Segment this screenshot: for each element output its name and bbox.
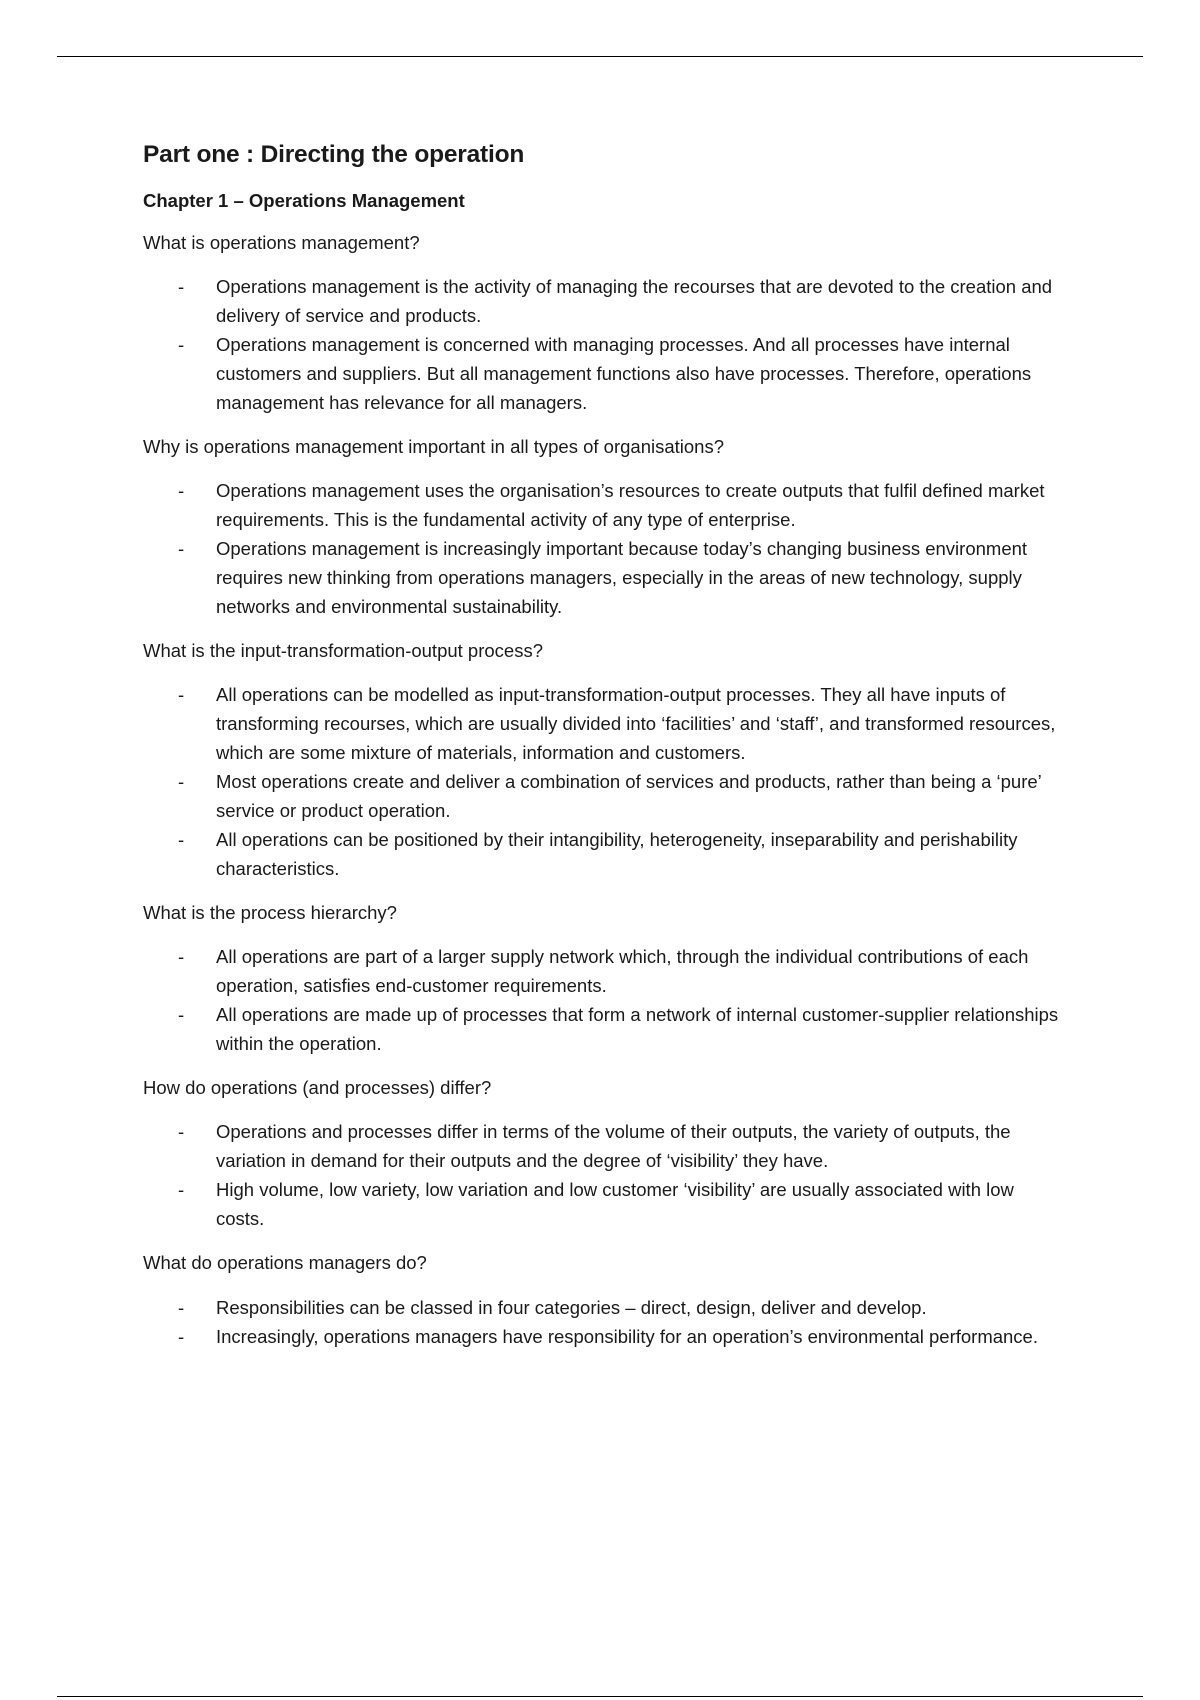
bullet-dash: - <box>178 1296 185 1318</box>
bullet-dash: - <box>178 946 185 968</box>
list-item-text: Most operations create and deliver a combination of services and products, rather than being a ‘pure’ service or product operation. <box>216 771 1042 822</box>
list-item <box>143 1293 1063 1322</box>
bullet-dash: - <box>178 1179 185 1201</box>
section-question: Why is operations management important in all types of organisations? <box>143 435 724 457</box>
bullet-list <box>143 1293 1063 1351</box>
list-item <box>143 330 1063 417</box>
bullet-dash: - <box>178 684 185 706</box>
bullet-list <box>143 1117 1063 1233</box>
bullet-dash: - <box>178 829 185 851</box>
bullet-list <box>143 476 1063 621</box>
section-question: What do operations managers do? <box>143 1252 427 1274</box>
list-item-text: Responsibilities can be classed in four categories – direct, design, deliver and develop. <box>216 1296 927 1318</box>
section-question: How do operations (and processes) differ? <box>143 1077 492 1099</box>
bullet-dash: - <box>178 275 185 297</box>
bullet-dash: - <box>178 538 185 559</box>
list-item <box>143 680 1063 767</box>
document-body <box>143 140 1063 1369</box>
list-item <box>143 1117 1063 1175</box>
list-item-text: All operations can be positioned by their intangibility, heterogeneity, inseparability and perishability characteristics. <box>216 829 1018 880</box>
bullet-list <box>143 942 1063 1058</box>
list-item <box>143 1175 1063 1233</box>
list-item-text: Operations management is concerned with managing processes. And all processes have internal customers and suppliers. But all management functions also have processes. Therefore, operations management has relevance for all managers. <box>216 333 1032 413</box>
bullet-list <box>143 680 1063 883</box>
list-item <box>143 534 1063 621</box>
section-question: What is operations management? <box>143 231 420 253</box>
header-rule <box>57 56 1143 57</box>
list-item-text: Increasingly, operations managers have responsibility for an operation’s environmental performance. <box>216 1325 1038 1347</box>
list-item-text: Operations management is the activity of managing the recourses that are devoted to the creation and delivery of service and products. <box>216 275 1053 326</box>
bullet-dash: - <box>178 1004 185 1026</box>
list-item <box>143 1000 1063 1058</box>
list-item <box>143 272 1063 330</box>
list-item-text: All operations are part of a larger supply network which, through the individual contributions of each operation, satisfies end-customer requirements. <box>216 946 1029 997</box>
section-question: What is the input-transformation-output process? <box>143 640 543 661</box>
list-item <box>143 476 1063 534</box>
list-item-text: Operations and processes differ in terms of the volume of their outputs, the variety of outputs, the variation in demand for their outputs and the degree of ‘visibility’ they have. <box>216 1121 1011 1172</box>
list-item <box>143 1322 1063 1351</box>
list-item <box>143 825 1063 883</box>
list-item-text: Operations management is increasingly important because today’s changing business environment requires new thinking from operations managers, especially in the areas of new technology, supply networks and environmental sustainability. <box>216 538 1028 617</box>
bullet-dash: - <box>178 1121 185 1143</box>
list-item <box>143 942 1063 1000</box>
part-title: Part one : Directing the operation <box>143 141 525 168</box>
bullet-dash: - <box>178 1325 185 1347</box>
bullet-dash: - <box>178 333 185 355</box>
bullet-dash: - <box>178 771 185 793</box>
bullet-list <box>143 272 1063 417</box>
list-item-text: Operations management uses the organisation’s resources to create outputs that fulfil defined market requirements. This is the fundamental activity of any type of enterprise. <box>216 480 1045 530</box>
list-item <box>143 767 1063 825</box>
list-item-text: High volume, low variety, low variation and low customer ‘visibility’ are usually associated with low costs. <box>216 1179 1014 1230</box>
list-item-text: All operations can be modelled as input-transformation-output processes. They all have inputs of transforming recourses, which are usually divided into ‘facilities’ and ‘staff’, and transformed resources, which are some mixture of materials, information and customers. <box>216 684 1056 764</box>
chapter-title: Chapter 1 – Operations Management <box>143 189 465 211</box>
section-question: What is the process hierarchy? <box>143 902 397 924</box>
list-item-text: All operations are made up of processes that form a network of internal customer-supplier relationships within the operation. <box>216 1004 1059 1055</box>
bullet-dash: - <box>178 480 185 501</box>
footer-rule <box>57 1696 1143 1697</box>
